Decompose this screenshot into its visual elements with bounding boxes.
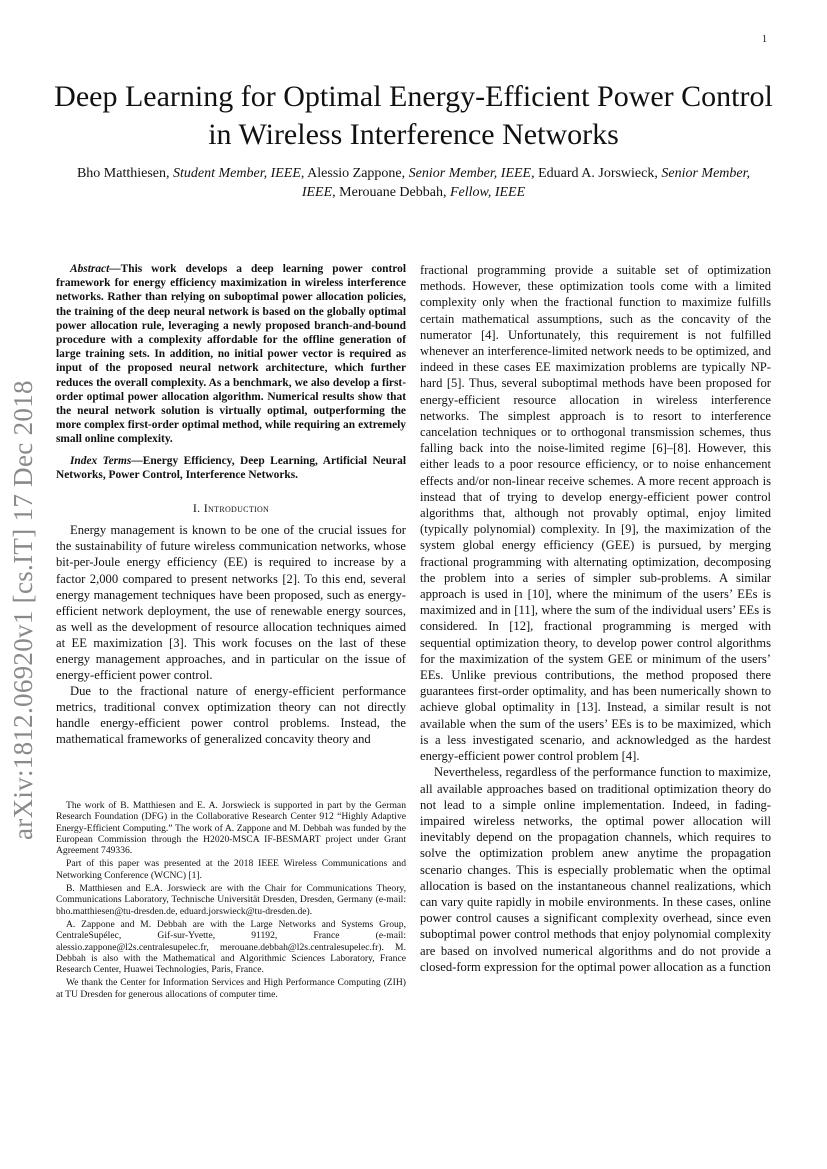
author-role: Senior Member, IEEE [408, 166, 532, 181]
arxiv-identifier-stamp: arXiv:1812.06920v1 [cs.IT] 17 Dec 2018 [8, 380, 38, 840]
author-role: Senior Member, IEEE [301, 166, 751, 200]
body-paragraph: Nevertheless, regardless of the performance function to maximize, all available approaches based on traditional optimization theory do not lead to a simple online implementation. Indeed, in fading-impaired wireless networks, the optimal power allocation will inevitably depend on the propagation channels, which requires to solve the optimization problem anew anytime the propagation scenario changes. This is especially problematic when the optimal allocation is based on the instantaneous channel realizations, which can vary quite rapidly in mobile environments. In these cases, online power control causes a significant complexity overhead, since even suboptimal power control methods that enjoy polynomial complexity are based on involved numerical algorithms and do not provide a closed-form expression for the optimal power allocation as a function [420, 765, 771, 974]
right-column [420, 262, 771, 975]
footnote: A. Zappone and M. Debbah are with the Large Networks and Systems Group, CentraleSupélec, Gif-sur-Yvette, 91192, France (e-mail: alessio.zappone@l2s.centralesupelec.fr, merouane.debbah@l2s.centralesupelec.fr). M. Debbah is also with the Mathematical and Algorithmic Sciences Laboratory, France Research Center, Huawei Technologies, Paris, France. [56, 918, 406, 976]
footnote: We thank the Center for Information Services and High Performance Computing (ZIH) at TU Dresden for generous allocations of computer time. [56, 977, 406, 1000]
footnote: B. Matthiesen and E.A. Jorswieck are with the Chair for Communications Theory, Communications Laboratory, Technische Universität Dresden, Dresden, Germany (e-mail: bho.matthiesen@tu-dresden.de, eduard.jorswieck@tu-dresden.de). [56, 883, 406, 917]
footnote: Part of this paper was presented at the 2018 IEEE Wireless Communications and Networking Conference (WCNC) [1]. [56, 858, 406, 881]
left-column [56, 262, 406, 748]
author-name: Alessio Zappone [307, 166, 402, 181]
section-heading: I. Introduction [192, 501, 270, 516]
abstract-label: Abstract [70, 263, 110, 275]
author-role: Student Member, IEEE [173, 166, 301, 181]
footnotes [56, 800, 406, 1002]
index-terms-text: Energy Efficiency, Deep Learning, Artificial Neural Networks, Power Control, Interference Networks. [56, 454, 406, 481]
body-paragraph: Due to the fractional nature of energy-efficient performance metrics, traditional convex optimization theory can not directly handle energy-efficient power control problems. Instead, the mathematical frameworks of generalized concavity theory and [56, 684, 406, 747]
author-name: Bho Matthiesen [76, 166, 166, 181]
footnote: The work of B. Matthiesen and E. A. Jorswieck is supported in part by the German Research Foundation (DFG) in the Collaborative Research Center 912 “Highly Adaptive Energy-Efficient Computing.” The work of A. Zappone and M. Debbah was funded by the European Commission through the H2020-MSCA IF-BESMART project under Grant Agreement 749336. [56, 800, 406, 857]
author-role: Fellow, IEEE [449, 185, 526, 200]
abstract: Abstract—This work develops a deep learning power control framework for energy efficiency maximization in wireless interference networks. Rather than relying on suboptimal power allocation policies, the training of the deep neural network is based on the globally optimal power allocation rule, leveraging a newly proposed branch-and-bound procedure with a complexity affordable for the offline generation of large training sets. In addition, no initial power vector is required as input of the proposed neural network architecture, which further reduces the overall complexity. As a benchmark, we also develop a first-order optimal power allocation algorithm. Numerical results show that the neural network solution is virtually optimal, outperforming the more complex first-order optimal method, while requiring an extremely small online complexity. [56, 263, 406, 446]
body-paragraph: Energy management is known to be one of the crucial issues for the sustainability of future wireless communication networks, whose bit-per-Joule energy efficiency (EE) is required to increase by a factor 2,000 compared to present networks [2]. To this end, several energy management techniques have been proposed, such as energy-efficient network deployment, the use of renewable energy sources, as well as the development of resource allocation techniques aimed at EE maximization [3]. This work focuses on the last of these energy management approaches, and in particular on the issue of energy-efficient power control. [56, 523, 406, 683]
index-terms-label: Index Terms [70, 454, 132, 467]
author-list: Bho Matthiesen, Student Member, IEEE, Alessio Zappone, Senior Member, IEEE, Eduard A. Jorswieck, Senior Member, IEEE, Merouane Debbah, Fellow, IEEE [76, 166, 751, 200]
paper-title: Deep Learning for Optimal Energy-Efficient Power Control in Wireless Interference Networks [54, 80, 773, 151]
author-name: Eduard A. Jorswieck [538, 166, 655, 181]
page-number: 1 [762, 34, 767, 45]
body-paragraph: fractional programming provide a suitable set of optimization methods. However, these optimization tools come with a limited complexity only when the fractional function to maximize fulfills certain mathematical assumptions, such as the concavity of the numerator [4]. Unfortunately, this requirement is not fulfilled whenever an interference-limited network needs to be optimized, and indeed in these cases EE maximization problems are typically NP-hard [5]. Thus, several suboptimal methods have been proposed for energy-efficient resource allocation in wireless interference networks. The simplest approach is to resort to interference cancelation techniques or to orthogonal transmission schemes, thus falling back into the noise-limited regime [6]–[8]. However, this either leads to a poor resource efficiency, or to noise enhancement effects and/or non-linear receive schemes. A more recent approach is instead that of trying to develop energy-efficient power control algorithms that, although not provably optimal, enjoy limited (typically polynomial) complexity. In [9], the maximization of the system global energy efficiency (GEE) is pursued, by merging fractional programming with alternating optimization, decomposing the problem into a series of simpler sub-problems. A similar approach is used in [10], where the minimum of the users’ EEs is maximized and in [11], where the sum of the individual users’ EEs is considered. In [12], fractional programming is merged with sequential optimization theory, to develop power control algorithms for the maximization of the system GEE or minimum of the users’ EEs. Unlike previous contributions, the method proposed there guarantees first-order optimality, and has been numerically shown to achieve global optimality in [13]. Instead, a similar result is not available when the sum of the users’ EEs is to be maximized, which is a less investigated scenario, and acknowledged as the hardest energy-efficient power control problem [4]. [420, 263, 771, 764]
abstract-text: This work develops a deep learning power control framework for energy efficiency maximization in wireless interference networks. Rather than relying on suboptimal power allocation policies, the training of the deep neural network is based on the globally optimal power allocation rule, leveraging a newly proposed branch-and-bound procedure with a complexity affordable for the offline generation of large training sets. In addition, no initial power vector is required as input of the proposed neural network architecture, which further reduces the overall complexity. As a benchmark, we also develop a first-order optimal power allocation algorithm. Numerical results show that the neural network solution is virtually optimal, outperforming the more complex first-order optimal method, while requiring an extremely small online complexity. [56, 263, 406, 446]
author-name: Merouane Debbah [339, 185, 443, 200]
index-terms: Index Terms—Energy Efficiency, Deep Learning, Artificial Neural Networks, Power Control, Interference Networks. [56, 454, 406, 481]
